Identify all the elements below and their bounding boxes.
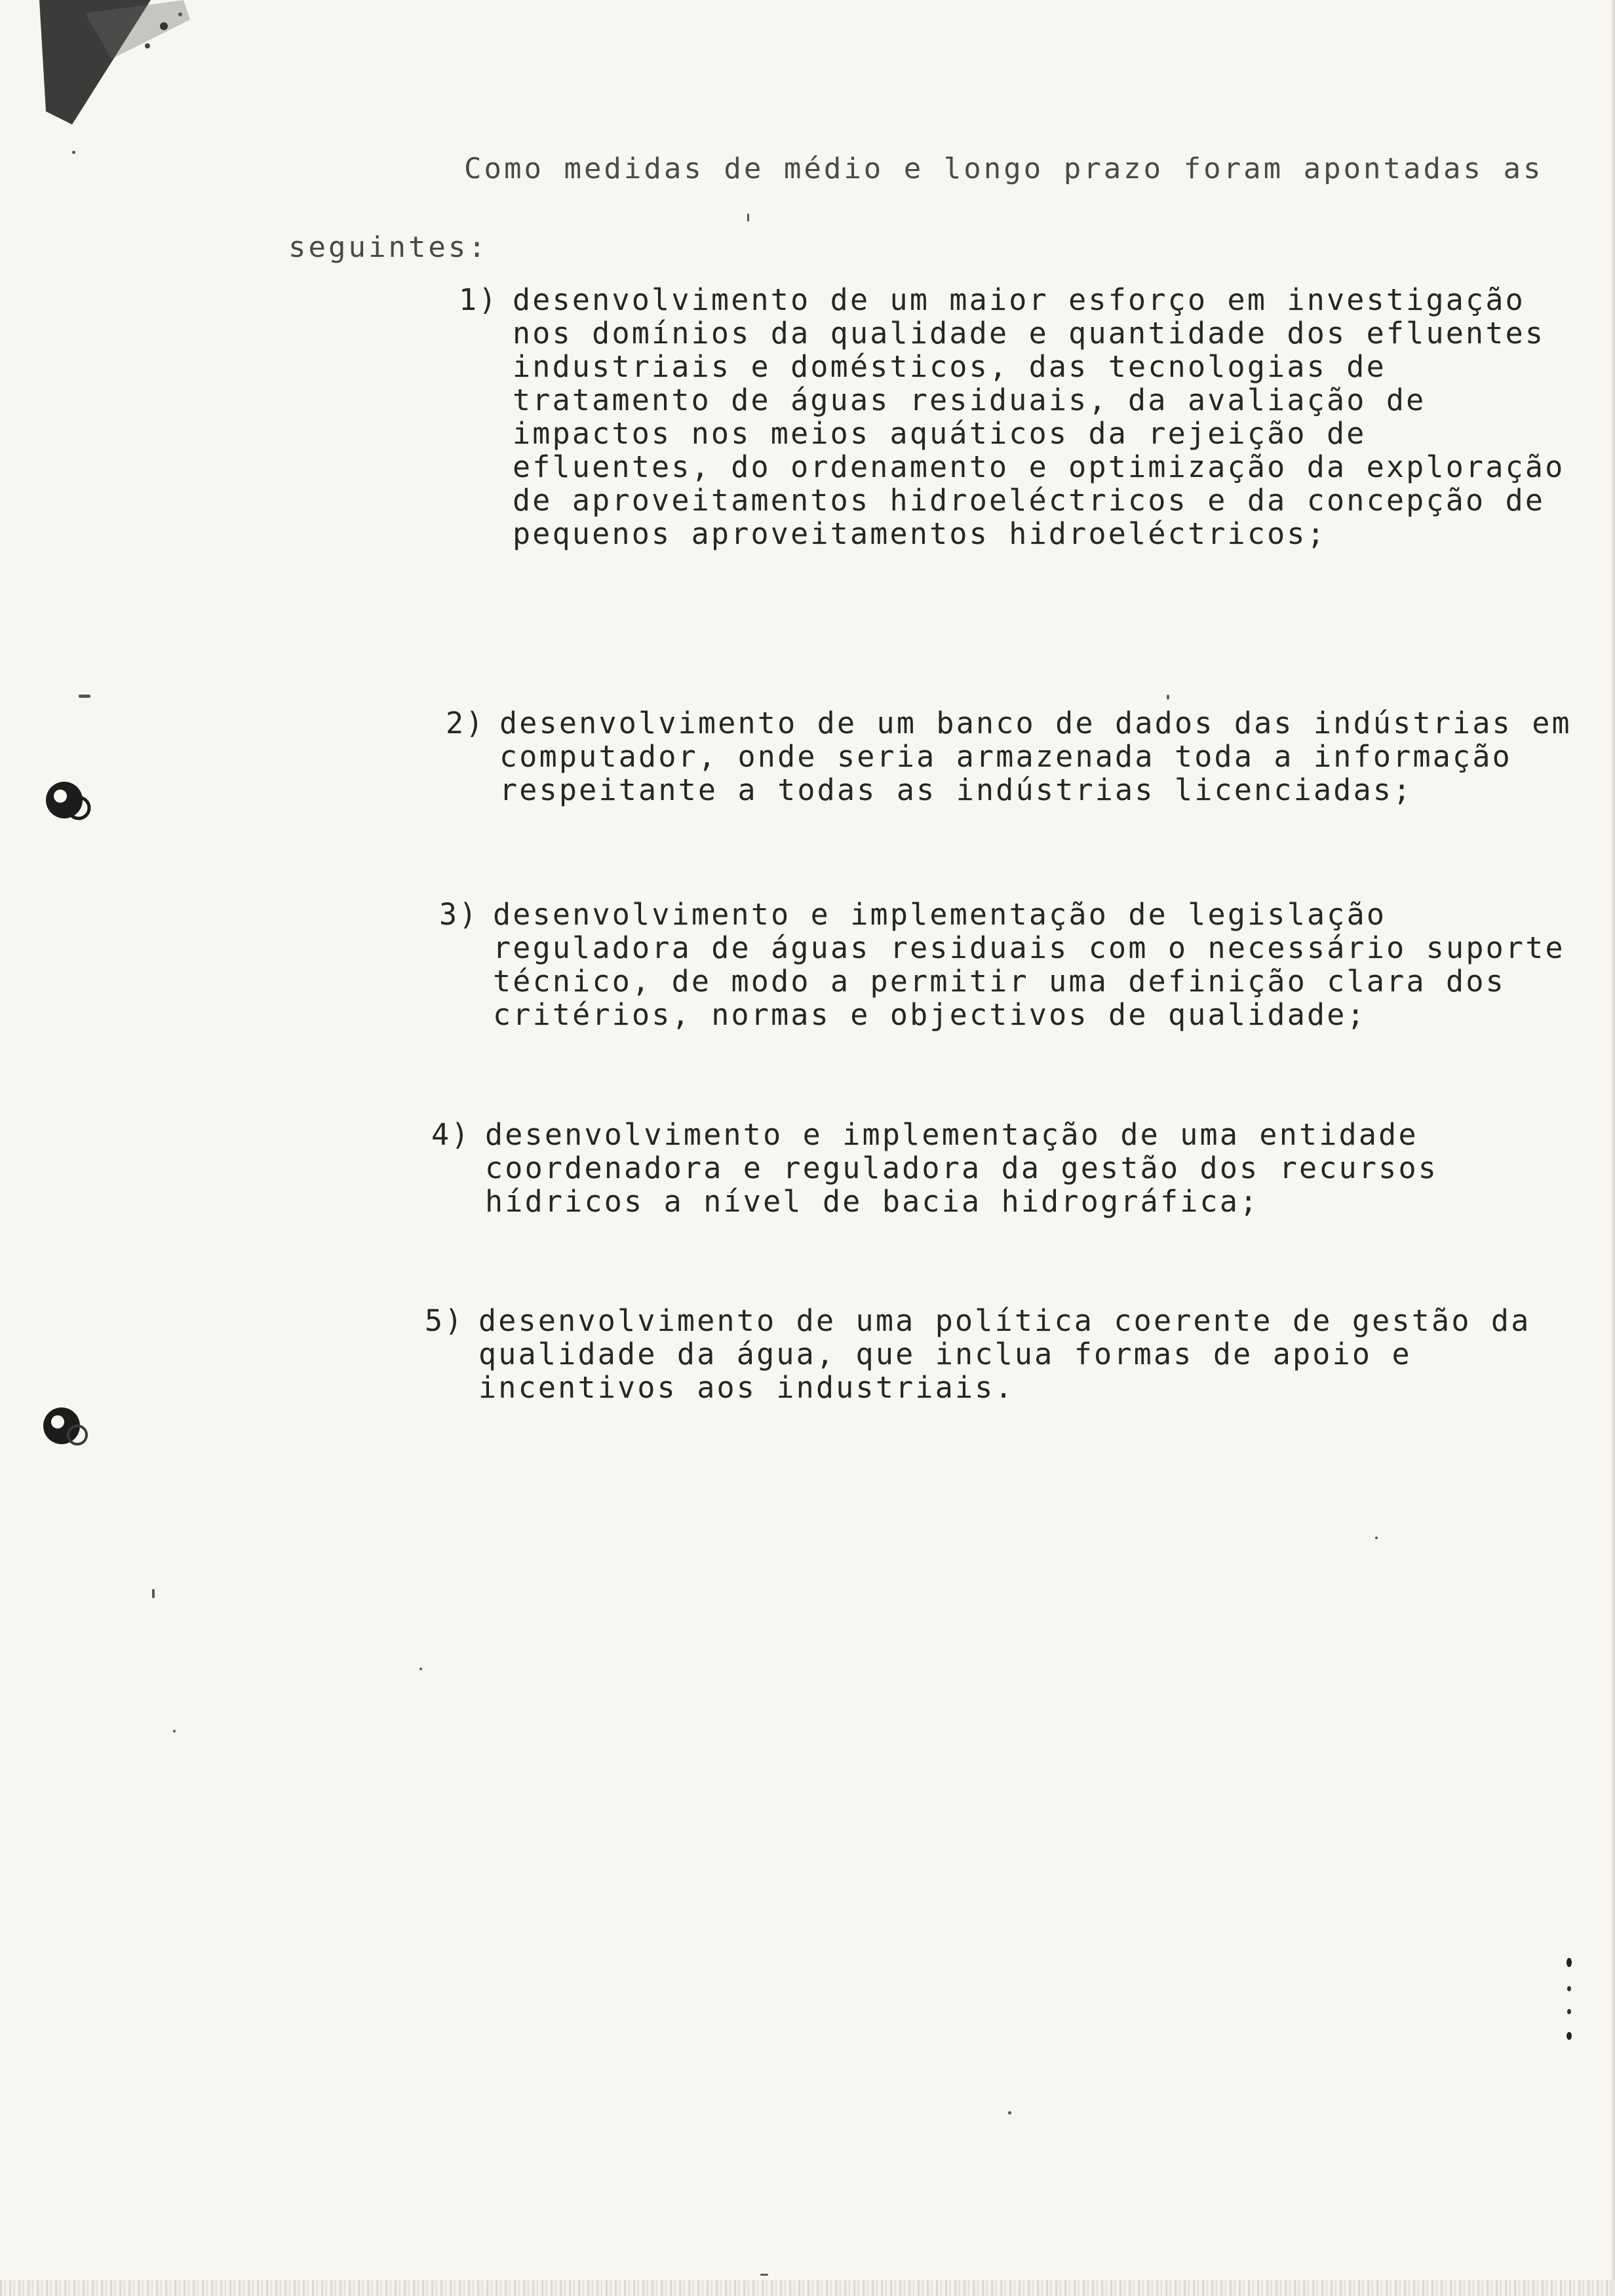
list-item-number: 1) (459, 282, 499, 317)
list-item (446, 706, 1574, 807)
list-item-text: desenvolvimento de um maior esforço em investigação nos domínios da qualidade e quantidade dos efluentes industriais e domésticos, das tecnologias de tratamento de águas residuais, da avaliação de impactos nos meios aquáticos da rejeição de efluentes, do ordenamento e optimização da exploração de aproveitamentos hidroeléctricos e da concepção de pequenos aproveitamentos hidroeléctricos; (513, 282, 1565, 551)
list-item-text: desenvolvimento e implementação de uma entidade coordenadora e reguladora da gestão dos recursos hídricos a nível de bacia hidrográfica; (485, 1117, 1439, 1219)
dust-speck (79, 695, 90, 698)
punch-hole-icon (41, 776, 96, 826)
punch-hole-icon (38, 1402, 93, 1452)
dust-speck (72, 151, 75, 154)
edge-marks (1563, 1956, 1576, 2048)
list-item (431, 1117, 1573, 1219)
page-edge-shadow (1611, 0, 1615, 2296)
list-item-number: 5) (425, 1303, 465, 1338)
list-item-text: desenvolvimento de uma política coerente de gestão da qualidade da água, que inclua formas de apoio e incentivos aos industriais. (478, 1303, 1531, 1405)
dust-speck (1008, 2111, 1011, 2114)
dust-speck (760, 2274, 768, 2276)
dust-speck (1375, 1537, 1378, 1539)
dust-speck (419, 1668, 422, 1670)
list-item (439, 897, 1574, 1032)
list-item-number: 2) (446, 706, 486, 740)
scan-noise-strip (0, 2280, 1615, 2296)
intro-paragraph: Como medidas de médio e longo prazo foram apontadas as seguintes: (288, 152, 1544, 264)
list-item-number: 3) (439, 897, 479, 932)
list-item (425, 1303, 1573, 1405)
dust-speck (1167, 695, 1169, 700)
list-item-text: desenvolvimento de um banco de dados das indústrias em computador, onde seria armazenada toda a informação respeitante a todas as indústrias licenciadas; (499, 706, 1572, 807)
list-item (459, 282, 1574, 551)
list-item-text: desenvolvimento e implementação de legislação reguladora de águas residuais com o necessário suporte técnico, de modo a permitir uma definição clara dos critérios, normas e objectivos de qualidade; (493, 897, 1565, 1032)
dust-speck (173, 1730, 176, 1732)
dust-speck (152, 1589, 155, 1598)
list-item-number: 4) (431, 1117, 471, 1152)
corner-smudge (33, 0, 203, 131)
